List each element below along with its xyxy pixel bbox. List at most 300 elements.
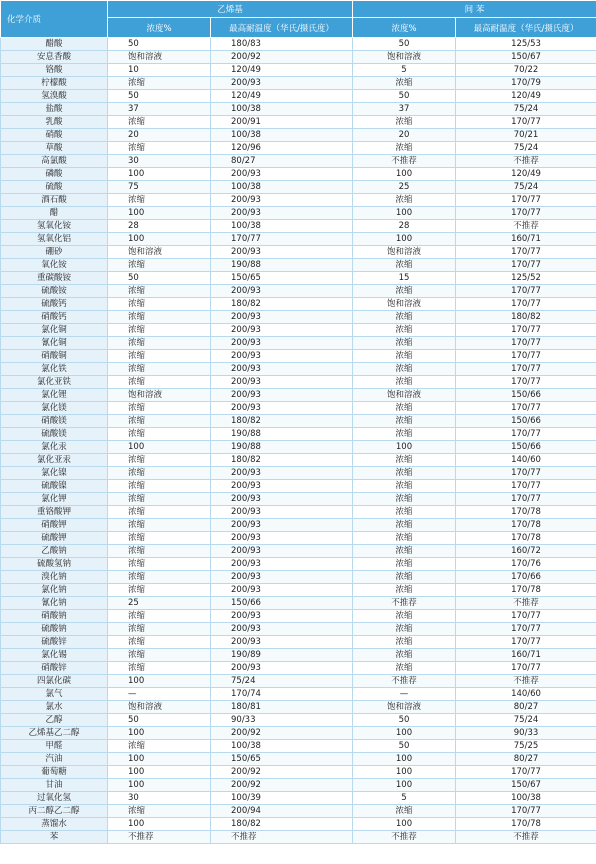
vinyl-max-temp-cell: 180/82: [211, 454, 353, 467]
isophthalic-max-temp-cell: 170/77: [456, 259, 596, 272]
table-row: [1, 337, 596, 350]
vinyl-concentration-cell: 浓缩: [108, 324, 211, 337]
medium-cell: 硼砂: [1, 246, 108, 259]
isophthalic-concentration-cell: 50: [353, 740, 456, 753]
isophthalic-max-temp-cell: 不推荐: [456, 155, 596, 168]
vinyl-max-temp-cell: 100/38: [211, 129, 353, 142]
table-row: [1, 129, 596, 142]
vinyl-max-temp-cell: 200/93: [211, 311, 353, 324]
vinyl-concentration-cell: 37: [108, 103, 211, 116]
isophthalic-concentration-cell: 浓缩: [353, 493, 456, 506]
isophthalic-concentration-cell: 不推荐: [353, 597, 456, 610]
vinyl-concentration-cell: 30: [108, 155, 211, 168]
header-max-temp: 最高耐温度（华氏/摄氏度）: [211, 18, 353, 38]
table-row: [1, 64, 596, 77]
table-row: [1, 831, 596, 844]
medium-cell: 硝酸: [1, 129, 108, 142]
vinyl-max-temp-cell: 200/93: [211, 480, 353, 493]
isophthalic-max-temp-cell: 160/71: [456, 233, 596, 246]
vinyl-max-temp-cell: 200/93: [211, 558, 353, 571]
vinyl-max-temp-cell: 200/93: [211, 77, 353, 90]
medium-cell: 氯化镁: [1, 402, 108, 415]
vinyl-concentration-cell: 浓缩: [108, 532, 211, 545]
table-row: [1, 116, 596, 129]
medium-cell: 醋酸: [1, 38, 108, 51]
isophthalic-max-temp-cell: 160/72: [456, 545, 596, 558]
table-row: [1, 233, 596, 246]
vinyl-concentration-cell: 浓缩: [108, 506, 211, 519]
isophthalic-concentration-cell: 25: [353, 181, 456, 194]
isophthalic-concentration-cell: 饱和溶液: [353, 701, 456, 714]
isophthalic-concentration-cell: 100: [353, 168, 456, 181]
medium-cell: 草酸: [1, 142, 108, 155]
isophthalic-max-temp-cell: 不推荐: [456, 675, 596, 688]
isophthalic-max-temp-cell: 170/77: [456, 324, 596, 337]
isophthalic-concentration-cell: 100: [353, 233, 456, 246]
isophthalic-max-temp-cell: 160/71: [456, 649, 596, 662]
vinyl-concentration-cell: 浓缩: [108, 337, 211, 350]
medium-cell: 硫酸氢钠: [1, 558, 108, 571]
vinyl-max-temp-cell: 180/81: [211, 701, 353, 714]
isophthalic-concentration-cell: 100: [353, 779, 456, 792]
isophthalic-concentration-cell: 浓缩: [353, 623, 456, 636]
vinyl-concentration-cell: 浓缩: [108, 77, 211, 90]
isophthalic-max-temp-cell: 170/78: [456, 506, 596, 519]
isophthalic-concentration-cell: 100: [353, 441, 456, 454]
vinyl-concentration-cell: 50: [108, 272, 211, 285]
isophthalic-concentration-cell: 浓缩: [353, 415, 456, 428]
medium-cell: 氯化钾: [1, 493, 108, 506]
vinyl-max-temp-cell: 200/93: [211, 493, 353, 506]
isophthalic-max-temp-cell: 170/78: [456, 584, 596, 597]
vinyl-max-temp-cell: 150/66: [211, 597, 353, 610]
vinyl-max-temp-cell: 200/93: [211, 337, 353, 350]
medium-cell: 溴化钠: [1, 571, 108, 584]
vinyl-max-temp-cell: 100/38: [211, 220, 353, 233]
table-row: [1, 285, 596, 298]
isophthalic-concentration-cell: 浓缩: [353, 311, 456, 324]
medium-cell: 氢氧化铝: [1, 233, 108, 246]
vinyl-max-temp-cell: 170/74: [211, 688, 353, 701]
isophthalic-max-temp-cell: 170/77: [456, 194, 596, 207]
medium-cell: 硝酸钙: [1, 311, 108, 324]
vinyl-max-temp-cell: 200/93: [211, 610, 353, 623]
medium-cell: 氯气: [1, 688, 108, 701]
vinyl-max-temp-cell: 100/39: [211, 792, 353, 805]
vinyl-concentration-cell: 浓缩: [108, 363, 211, 376]
isophthalic-max-temp-cell: 170/77: [456, 350, 596, 363]
isophthalic-concentration-cell: 100: [353, 818, 456, 831]
isophthalic-max-temp-cell: 170/77: [456, 766, 596, 779]
vinyl-max-temp-cell: 100/38: [211, 181, 353, 194]
table-row: [1, 493, 596, 506]
isophthalic-concentration-cell: 浓缩: [353, 532, 456, 545]
vinyl-concentration-cell: 饱和溶液: [108, 51, 211, 64]
vinyl-concentration-cell: 浓缩: [108, 662, 211, 675]
medium-cell: 汽油: [1, 753, 108, 766]
table-row: [1, 753, 596, 766]
medium-cell: 葡萄糖: [1, 766, 108, 779]
vinyl-max-temp-cell: 200/93: [211, 363, 353, 376]
table-row: [1, 402, 596, 415]
vinyl-concentration-cell: 浓缩: [108, 467, 211, 480]
vinyl-concentration-cell: 50: [108, 38, 211, 51]
table-row: [1, 428, 596, 441]
table-row: [1, 298, 596, 311]
table-row: [1, 519, 596, 532]
table-row: [1, 545, 596, 558]
isophthalic-concentration-cell: 浓缩: [353, 337, 456, 350]
isophthalic-max-temp-cell: 170/78: [456, 818, 596, 831]
isophthalic-concentration-cell: 100: [353, 753, 456, 766]
table-row: [1, 467, 596, 480]
table-row: [1, 220, 596, 233]
header-group-isophthalic: 间 苯: [353, 1, 596, 18]
vinyl-max-temp-cell: 170/77: [211, 233, 353, 246]
table-row: [1, 584, 596, 597]
header-max-temp: 最高耐温度（华氏/摄氏度）: [456, 18, 596, 38]
vinyl-max-temp-cell: 200/93: [211, 376, 353, 389]
table-row: [1, 77, 596, 90]
vinyl-concentration-cell: 浓缩: [108, 558, 211, 571]
table-row: [1, 818, 596, 831]
isophthalic-max-temp-cell: 170/77: [456, 402, 596, 415]
medium-cell: 氯化亚铁: [1, 376, 108, 389]
table-row: [1, 311, 596, 324]
isophthalic-concentration-cell: 浓缩: [353, 194, 456, 207]
medium-cell: 氯化钠: [1, 584, 108, 597]
isophthalic-max-temp-cell: 125/52: [456, 272, 596, 285]
vinyl-concentration-cell: 浓缩: [108, 649, 211, 662]
vinyl-max-temp-cell: 190/89: [211, 649, 353, 662]
vinyl-concentration-cell: 浓缩: [108, 805, 211, 818]
table-row: [1, 506, 596, 519]
isophthalic-max-temp-cell: 150/66: [456, 415, 596, 428]
table-row: [1, 610, 596, 623]
isophthalic-max-temp-cell: 150/67: [456, 51, 596, 64]
vinyl-max-temp-cell: 200/93: [211, 636, 353, 649]
medium-cell: 氯化汞: [1, 441, 108, 454]
table-row: [1, 623, 596, 636]
table-row: [1, 38, 596, 51]
table-row: [1, 649, 596, 662]
vinyl-max-temp-cell: 200/93: [211, 389, 353, 402]
vinyl-max-temp-cell: 190/88: [211, 441, 353, 454]
table-row: [1, 805, 596, 818]
isophthalic-max-temp-cell: 75/24: [456, 181, 596, 194]
vinyl-concentration-cell: 100: [108, 779, 211, 792]
isophthalic-max-temp-cell: 75/24: [456, 714, 596, 727]
vinyl-max-temp-cell: 120/49: [211, 90, 353, 103]
vinyl-concentration-cell: 浓缩: [108, 454, 211, 467]
vinyl-max-temp-cell: 200/92: [211, 51, 353, 64]
table-row: [1, 90, 596, 103]
vinyl-concentration-cell: 浓缩: [108, 311, 211, 324]
vinyl-max-temp-cell: 200/93: [211, 246, 353, 259]
vinyl-concentration-cell: 100: [108, 441, 211, 454]
vinyl-concentration-cell: 20: [108, 129, 211, 142]
medium-cell: 丙二醇乙二醇: [1, 805, 108, 818]
isophthalic-concentration-cell: 浓缩: [353, 116, 456, 129]
table-row: [1, 701, 596, 714]
vinyl-concentration-cell: 浓缩: [108, 480, 211, 493]
medium-cell: 乙烯基乙二醇: [1, 727, 108, 740]
isophthalic-concentration-cell: —: [353, 688, 456, 701]
medium-cell: 安息香酸: [1, 51, 108, 64]
table-row: [1, 480, 596, 493]
medium-cell: 氰化铜: [1, 337, 108, 350]
medium-cell: 氢氧化铵: [1, 220, 108, 233]
table-row: [1, 181, 596, 194]
isophthalic-max-temp-cell: 170/77: [456, 493, 596, 506]
table-row: [1, 571, 596, 584]
medium-cell: 过氧化氢: [1, 792, 108, 805]
medium-cell: 甘油: [1, 779, 108, 792]
table-row: [1, 792, 596, 805]
vinyl-max-temp-cell: 100/38: [211, 740, 353, 753]
table-row: [1, 662, 596, 675]
vinyl-concentration-cell: 浓缩: [108, 116, 211, 129]
vinyl-concentration-cell: 不推荐: [108, 831, 211, 844]
header-concentration: 浓度%: [353, 18, 456, 38]
isophthalic-max-temp-cell: 170/77: [456, 662, 596, 675]
isophthalic-max-temp-cell: 80/27: [456, 753, 596, 766]
table-row: [1, 779, 596, 792]
table-row: [1, 246, 596, 259]
isophthalic-max-temp-cell: 125/53: [456, 38, 596, 51]
vinyl-max-temp-cell: 200/93: [211, 571, 353, 584]
vinyl-concentration-cell: 100: [108, 727, 211, 740]
vinyl-concentration-cell: 25: [108, 597, 211, 610]
medium-cell: 醋: [1, 207, 108, 220]
isophthalic-max-temp-cell: 170/77: [456, 623, 596, 636]
vinyl-concentration-cell: 28: [108, 220, 211, 233]
vinyl-concentration-cell: 浓缩: [108, 415, 211, 428]
vinyl-max-temp-cell: 200/93: [211, 467, 353, 480]
vinyl-max-temp-cell: 80/27: [211, 155, 353, 168]
vinyl-max-temp-cell: 200/91: [211, 116, 353, 129]
isophthalic-concentration-cell: 不推荐: [353, 155, 456, 168]
isophthalic-concentration-cell: 浓缩: [353, 363, 456, 376]
isophthalic-max-temp-cell: 90/33: [456, 727, 596, 740]
header-group-vinyl: 乙烯基: [108, 1, 353, 18]
isophthalic-concentration-cell: 浓缩: [353, 324, 456, 337]
isophthalic-max-temp-cell: 140/60: [456, 688, 596, 701]
isophthalic-concentration-cell: 浓缩: [353, 545, 456, 558]
table-row: [1, 168, 596, 181]
vinyl-concentration-cell: 浓缩: [108, 142, 211, 155]
table-row: [1, 155, 596, 168]
isophthalic-max-temp-cell: 150/66: [456, 389, 596, 402]
vinyl-concentration-cell: 浓缩: [108, 259, 211, 272]
isophthalic-max-temp-cell: 75/24: [456, 142, 596, 155]
medium-cell: 高氯酸: [1, 155, 108, 168]
isophthalic-concentration-cell: 50: [353, 90, 456, 103]
isophthalic-concentration-cell: 浓缩: [353, 610, 456, 623]
vinyl-concentration-cell: 浓缩: [108, 350, 211, 363]
table-row: [1, 389, 596, 402]
medium-cell: 硝酸钾: [1, 519, 108, 532]
medium-cell: 硫酸镍: [1, 480, 108, 493]
medium-cell: 苯: [1, 831, 108, 844]
medium-cell: 氯化铁: [1, 363, 108, 376]
isophthalic-concentration-cell: 饱和溶液: [353, 246, 456, 259]
isophthalic-concentration-cell: 浓缩: [353, 519, 456, 532]
medium-cell: 蒸馏水: [1, 818, 108, 831]
vinyl-max-temp-cell: 120/96: [211, 142, 353, 155]
isophthalic-concentration-cell: 15: [353, 272, 456, 285]
medium-cell: 硝酸铜: [1, 350, 108, 363]
vinyl-max-temp-cell: 200/93: [211, 584, 353, 597]
isophthalic-concentration-cell: 浓缩: [353, 636, 456, 649]
medium-cell: 铬酸: [1, 64, 108, 77]
table-row: [1, 766, 596, 779]
isophthalic-max-temp-cell: 170/77: [456, 116, 596, 129]
medium-cell: 硫酸钾: [1, 532, 108, 545]
isophthalic-max-temp-cell: 170/76: [456, 558, 596, 571]
vinyl-concentration-cell: 浓缩: [108, 636, 211, 649]
vinyl-concentration-cell: 100: [108, 168, 211, 181]
isophthalic-concentration-cell: 浓缩: [353, 428, 456, 441]
vinyl-concentration-cell: 浓缩: [108, 298, 211, 311]
vinyl-concentration-cell: 浓缩: [108, 623, 211, 636]
medium-cell: 硫酸铵: [1, 285, 108, 298]
isophthalic-concentration-cell: 饱和溶液: [353, 298, 456, 311]
table-row: [1, 675, 596, 688]
medium-cell: 硫酸镁: [1, 428, 108, 441]
isophthalic-concentration-cell: 100: [353, 207, 456, 220]
isophthalic-max-temp-cell: 170/77: [456, 805, 596, 818]
vinyl-max-temp-cell: 200/93: [211, 532, 353, 545]
medium-cell: 盐酸: [1, 103, 108, 116]
isophthalic-concentration-cell: 100: [353, 727, 456, 740]
vinyl-concentration-cell: 浓缩: [108, 428, 211, 441]
vinyl-max-temp-cell: 150/65: [211, 272, 353, 285]
vinyl-max-temp-cell: 100/38: [211, 103, 353, 116]
isophthalic-concentration-cell: 浓缩: [353, 285, 456, 298]
vinyl-concentration-cell: 浓缩: [108, 571, 211, 584]
isophthalic-max-temp-cell: 170/77: [456, 480, 596, 493]
isophthalic-concentration-cell: 浓缩: [353, 77, 456, 90]
isophthalic-concentration-cell: 5: [353, 792, 456, 805]
isophthalic-concentration-cell: 浓缩: [353, 376, 456, 389]
medium-cell: 硫酸钙: [1, 298, 108, 311]
isophthalic-max-temp-cell: 不推荐: [456, 831, 596, 844]
medium-cell: 硫酸钠: [1, 623, 108, 636]
isophthalic-max-temp-cell: 150/66: [456, 441, 596, 454]
medium-cell: 重铬酸钾: [1, 506, 108, 519]
table-row: [1, 688, 596, 701]
medium-cell: 硝酸钠: [1, 610, 108, 623]
isophthalic-concentration-cell: 浓缩: [353, 350, 456, 363]
table-row: [1, 532, 596, 545]
isophthalic-max-temp-cell: 120/49: [456, 168, 596, 181]
table-header: [1, 1, 596, 38]
isophthalic-concentration-cell: 浓缩: [353, 142, 456, 155]
vinyl-max-temp-cell: 200/93: [211, 324, 353, 337]
vinyl-max-temp-cell: 180/82: [211, 298, 353, 311]
table-row: [1, 324, 596, 337]
medium-cell: 硝酸镁: [1, 415, 108, 428]
vinyl-concentration-cell: 75: [108, 181, 211, 194]
vinyl-concentration-cell: 饱和溶液: [108, 701, 211, 714]
vinyl-concentration-cell: 浓缩: [108, 545, 211, 558]
table-row: [1, 454, 596, 467]
isophthalic-concentration-cell: 浓缩: [353, 649, 456, 662]
vinyl-max-temp-cell: 200/93: [211, 350, 353, 363]
isophthalic-max-temp-cell: 不推荐: [456, 220, 596, 233]
vinyl-concentration-cell: 浓缩: [108, 376, 211, 389]
medium-cell: 氰化钠: [1, 597, 108, 610]
isophthalic-concentration-cell: 28: [353, 220, 456, 233]
vinyl-concentration-cell: 100: [108, 207, 211, 220]
medium-cell: 甲醛: [1, 740, 108, 753]
vinyl-max-temp-cell: 180/82: [211, 818, 353, 831]
medium-cell: 氯化铜: [1, 324, 108, 337]
table-row: [1, 740, 596, 753]
vinyl-concentration-cell: 100: [108, 233, 211, 246]
isophthalic-max-temp-cell: 75/24: [456, 103, 596, 116]
vinyl-max-temp-cell: 75/24: [211, 675, 353, 688]
isophthalic-max-temp-cell: 170/77: [456, 207, 596, 220]
vinyl-max-temp-cell: 200/92: [211, 766, 353, 779]
table-row: [1, 194, 596, 207]
vinyl-concentration-cell: 浓缩: [108, 740, 211, 753]
isophthalic-concentration-cell: 浓缩: [353, 402, 456, 415]
isophthalic-concentration-cell: 20: [353, 129, 456, 142]
medium-cell: 四氯化碳: [1, 675, 108, 688]
medium-cell: 磷酸: [1, 168, 108, 181]
vinyl-max-temp-cell: 200/93: [211, 662, 353, 675]
vinyl-max-temp-cell: 180/83: [211, 38, 353, 51]
vinyl-concentration-cell: 浓缩: [108, 519, 211, 532]
table-row: [1, 415, 596, 428]
isophthalic-max-temp-cell: 70/21: [456, 129, 596, 142]
vinyl-max-temp-cell: 200/93: [211, 285, 353, 298]
medium-cell: 氯化亚汞: [1, 454, 108, 467]
header-medium: 化学介质: [1, 1, 108, 38]
isophthalic-max-temp-cell: 170/78: [456, 532, 596, 545]
vinyl-concentration-cell: 饱和溶液: [108, 246, 211, 259]
table-row: [1, 207, 596, 220]
vinyl-max-temp-cell: 200/92: [211, 779, 353, 792]
isophthalic-max-temp-cell: 不推荐: [456, 597, 596, 610]
isophthalic-max-temp-cell: 170/77: [456, 467, 596, 480]
table-row: [1, 259, 596, 272]
table-row: [1, 441, 596, 454]
medium-cell: 酒石酸: [1, 194, 108, 207]
vinyl-max-temp-cell: 200/93: [211, 506, 353, 519]
table-row: [1, 714, 596, 727]
isophthalic-max-temp-cell: 100/38: [456, 792, 596, 805]
medium-cell: 硫酸锌: [1, 636, 108, 649]
table-row: [1, 272, 596, 285]
isophthalic-max-temp-cell: 170/79: [456, 77, 596, 90]
isophthalic-max-temp-cell: 170/77: [456, 337, 596, 350]
vinyl-concentration-cell: 100: [108, 675, 211, 688]
vinyl-concentration-cell: 浓缩: [108, 194, 211, 207]
vinyl-max-temp-cell: 200/93: [211, 168, 353, 181]
isophthalic-concentration-cell: 5: [353, 64, 456, 77]
vinyl-max-temp-cell: 200/93: [211, 545, 353, 558]
isophthalic-max-temp-cell: 70/22: [456, 64, 596, 77]
vinyl-max-temp-cell: 120/49: [211, 64, 353, 77]
vinyl-max-temp-cell: 200/93: [211, 207, 353, 220]
isophthalic-max-temp-cell: 170/77: [456, 376, 596, 389]
isophthalic-concentration-cell: 37: [353, 103, 456, 116]
table-row: [1, 363, 596, 376]
isophthalic-max-temp-cell: 75/25: [456, 740, 596, 753]
